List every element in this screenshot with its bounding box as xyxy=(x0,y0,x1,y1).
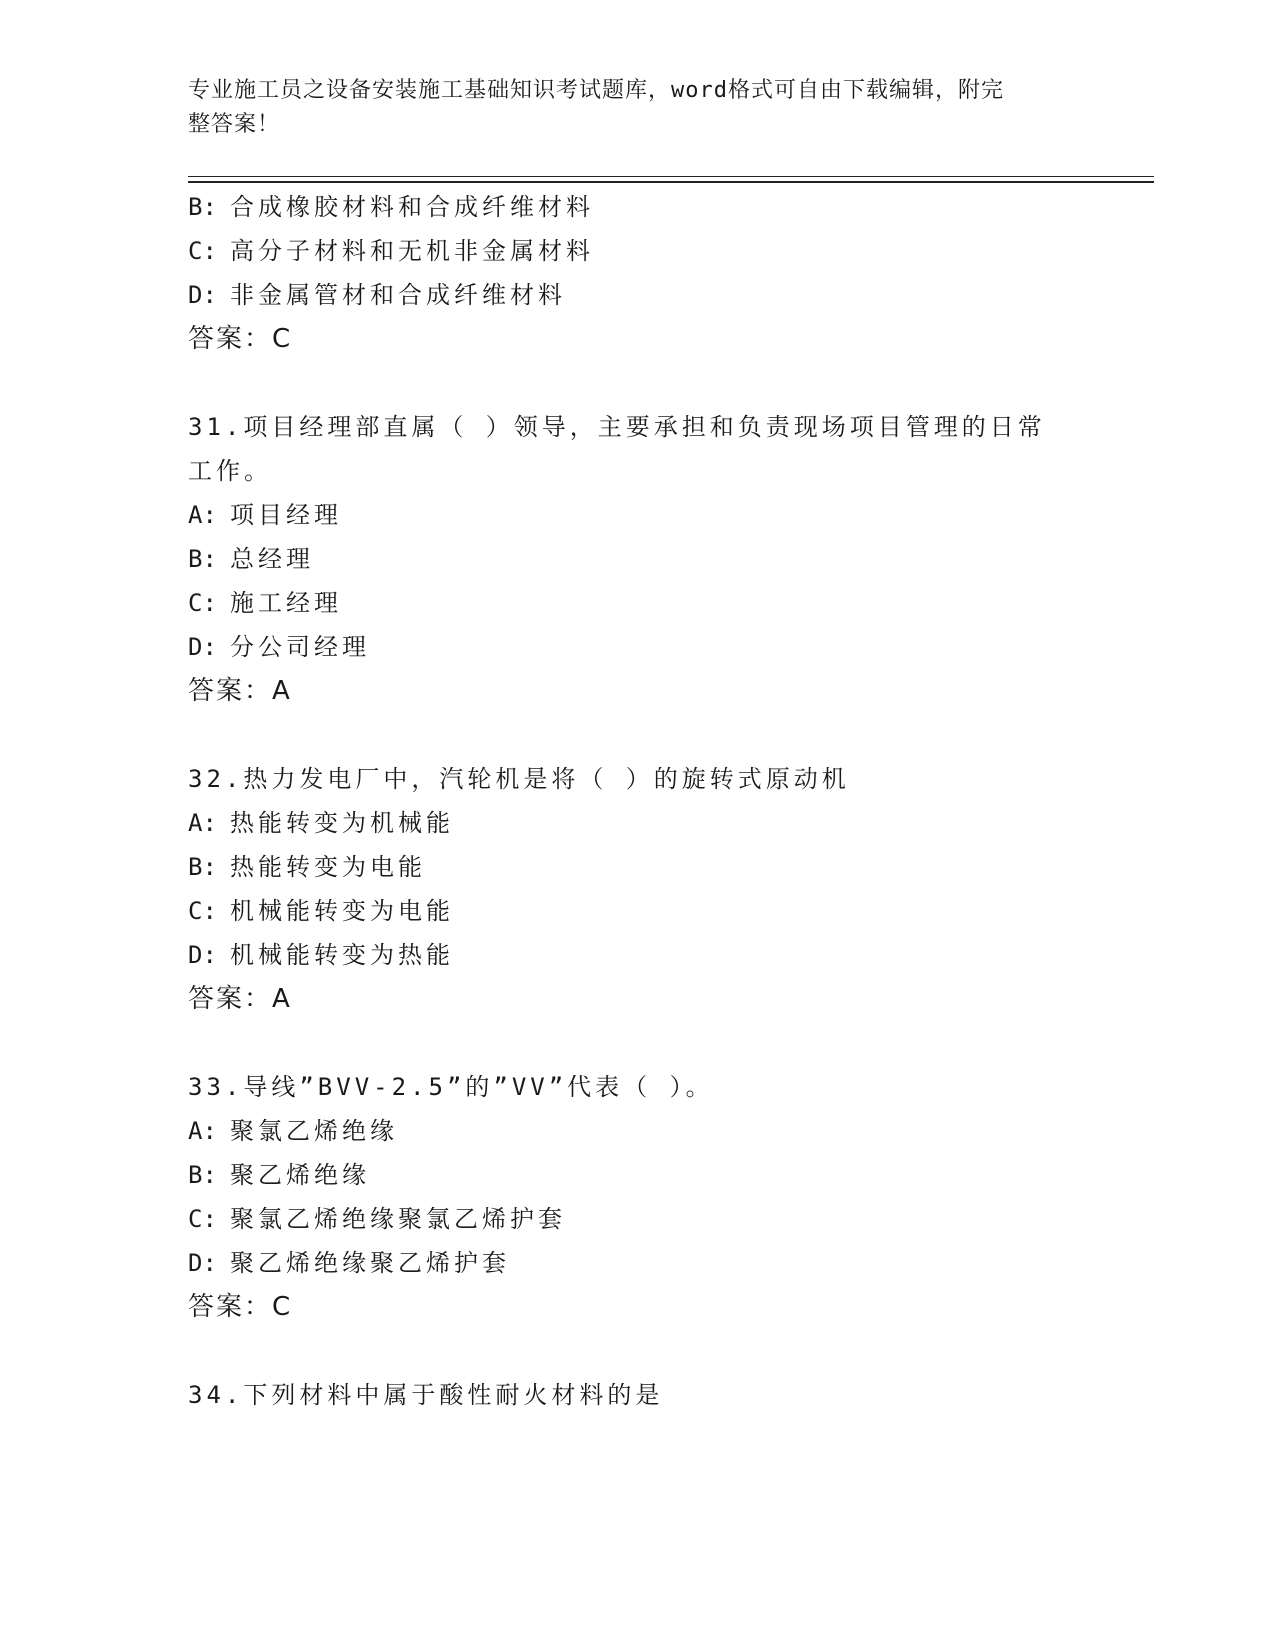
q30-option-c xyxy=(188,236,594,266)
q31-option-c xyxy=(188,588,342,618)
header-line-1: 专业施工员之设备安装施工基础知识考试题库，word格式可自由下载编辑，附完 xyxy=(188,78,1004,103)
option-text: 高分子材料和无机非金属材料 xyxy=(230,237,594,265)
option-text: 项目经理 xyxy=(230,501,342,529)
q30-option-b xyxy=(188,192,594,222)
q33-option-a xyxy=(188,1116,398,1146)
option-text: 热能转变为机械能 xyxy=(230,809,454,837)
option-label: B: xyxy=(188,545,217,573)
option-label: A: xyxy=(188,501,217,529)
document-header xyxy=(188,74,1068,142)
option-text: 机械能转变为电能 xyxy=(230,897,454,925)
q30-answer: 答案：C xyxy=(188,324,293,354)
q33-answer: 答案：C xyxy=(188,1292,293,1322)
q31-option-d xyxy=(188,632,370,662)
header-divider-thin xyxy=(188,176,1154,177)
option-text: 聚乙烯绝缘 xyxy=(230,1161,370,1189)
option-text: 总经理 xyxy=(230,545,314,573)
option-label: D: xyxy=(188,1249,217,1277)
option-text: 热能转变为电能 xyxy=(230,853,426,881)
q32-option-d xyxy=(188,940,454,970)
q33-option-b xyxy=(188,1160,370,1190)
option-text: 施工经理 xyxy=(230,589,342,617)
option-label: A: xyxy=(188,809,217,837)
option-text: 非金属管材和合成纤维材料 xyxy=(230,281,566,309)
q31-option-a xyxy=(188,500,342,530)
option-text: 聚乙烯绝缘聚乙烯护套 xyxy=(230,1249,510,1277)
option-text: 聚氯乙烯绝缘 xyxy=(230,1117,398,1145)
option-text: 聚氯乙烯绝缘聚氯乙烯护套 xyxy=(230,1205,566,1233)
option-text: 机械能转变为热能 xyxy=(230,941,454,969)
q32-answer: 答案：A xyxy=(188,984,292,1014)
option-label: A: xyxy=(188,1117,217,1145)
option-text: 合成橡胶材料和合成纤维材料 xyxy=(230,193,594,221)
option-label: C: xyxy=(188,897,217,925)
header-line-2: 整答案！ xyxy=(188,112,281,137)
option-label: B: xyxy=(188,193,217,221)
option-label: C: xyxy=(188,237,217,265)
q33-stem-line-1: 33.导线”BVV-2.5”的”VV”代表（ ）。 xyxy=(188,1073,714,1101)
option-label: C: xyxy=(188,1205,217,1233)
q34-stem-line-1: 34.下列材料中属于酸性耐火材料的是 xyxy=(188,1381,664,1409)
option-label: D: xyxy=(188,633,217,661)
q31-stem-line-1: 31.项目经理部直属（ ）领导，主要承担和负责现场项目管理的日常 xyxy=(188,413,1046,441)
option-text: 分公司经理 xyxy=(230,633,370,661)
option-label: D: xyxy=(188,941,217,969)
option-label: D: xyxy=(188,281,217,309)
option-label: C: xyxy=(188,589,217,617)
q31-stem-line-2: 工作。 xyxy=(188,457,272,485)
q32-option-a xyxy=(188,808,454,838)
q32-option-c xyxy=(188,896,454,926)
header-divider-thick xyxy=(188,181,1154,183)
option-label: B: xyxy=(188,853,217,881)
q31-option-b xyxy=(188,544,314,574)
q32-option-b xyxy=(188,852,426,882)
q33-option-c xyxy=(188,1204,566,1234)
q31-answer: 答案：A xyxy=(188,676,292,706)
q32-stem-line-1: 32.热力发电厂中，汽轮机是将（ ）的旋转式原动机 xyxy=(188,765,850,793)
q33-option-d xyxy=(188,1248,510,1278)
option-label: B: xyxy=(188,1161,217,1189)
q30-option-d xyxy=(188,280,566,310)
